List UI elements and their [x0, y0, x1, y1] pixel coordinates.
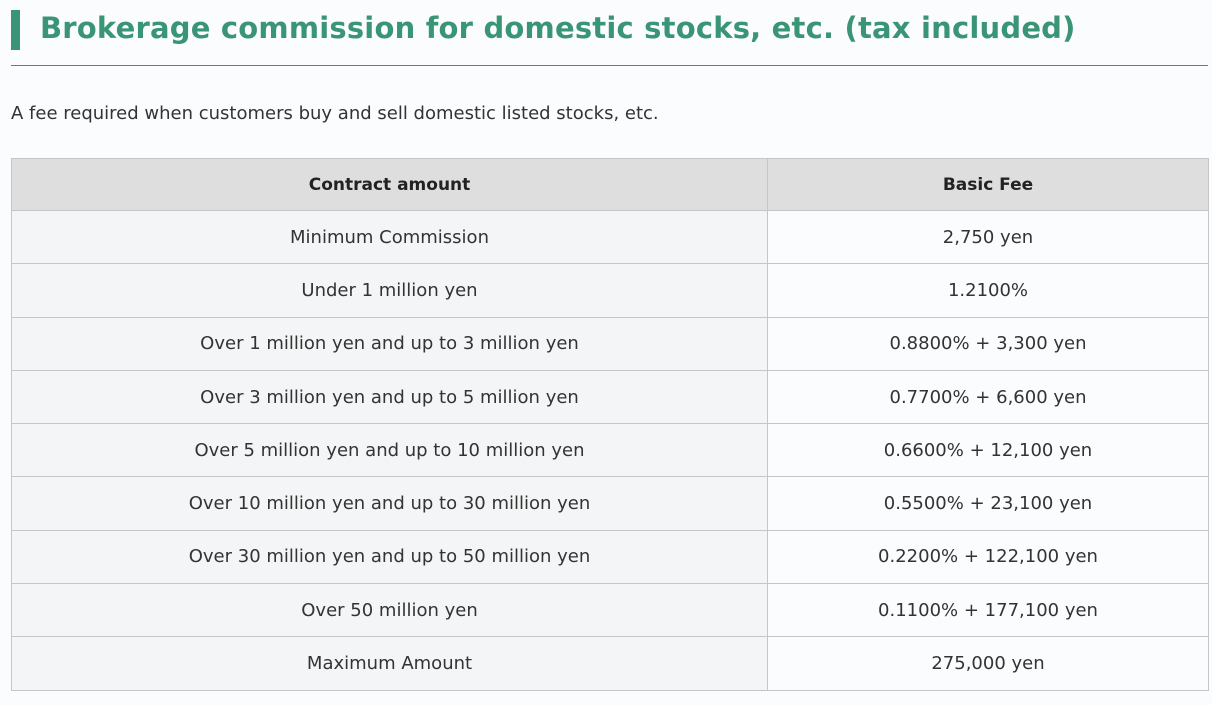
- table-row: [12, 530, 1209, 583]
- column-header-basic-fee: Basic Fee: [768, 159, 1209, 211]
- contract-amount-cell: Over 5 million yen and up to 10 million yen: [12, 424, 768, 477]
- basic-fee-cell: 0.8800% + 3,300 yen: [768, 317, 1209, 370]
- contract-amount-cell: Over 10 million yen and up to 30 million yen: [12, 477, 768, 530]
- basic-fee-cell: 0.1100% + 177,100 yen: [768, 584, 1209, 637]
- table-header-row: [12, 159, 1209, 211]
- contract-amount-cell: Over 50 million yen: [12, 584, 768, 637]
- basic-fee-cell: 275,000 yen: [768, 637, 1209, 690]
- table-row: [12, 317, 1209, 370]
- contract-amount-cell: Over 3 million yen and up to 5 million yen: [12, 370, 768, 423]
- column-header-contract-amount: Contract amount: [12, 159, 768, 211]
- table-row: [12, 584, 1209, 637]
- table-row: [12, 370, 1209, 423]
- table-row: [12, 264, 1209, 317]
- basic-fee-cell: 0.5500% + 23,100 yen: [768, 477, 1209, 530]
- basic-fee-cell: 0.7700% + 6,600 yen: [768, 370, 1209, 423]
- contract-amount-cell: Under 1 million yen: [12, 264, 768, 317]
- table-row: [12, 211, 1209, 264]
- contract-amount-cell: Maximum Amount: [12, 637, 768, 690]
- basic-fee-cell: 0.2200% + 122,100 yen: [768, 530, 1209, 583]
- intro-text: A fee required when customers buy and sell domestic listed stocks, etc.: [11, 103, 659, 124]
- table-row: [12, 477, 1209, 530]
- basic-fee-cell: 0.6600% + 12,100 yen: [768, 424, 1209, 477]
- contract-amount-cell: Over 1 million yen and up to 3 million yen: [12, 317, 768, 370]
- table-row: [12, 637, 1209, 690]
- contract-amount-cell: Over 30 million yen and up to 50 million yen: [12, 530, 768, 583]
- table-row: [12, 424, 1209, 477]
- contract-amount-cell: Minimum Commission: [12, 211, 768, 264]
- page-title: Brokerage commission for domestic stocks, etc. (tax included): [40, 11, 1076, 45]
- commission-table: [11, 158, 1209, 691]
- heading-accent-bar: [11, 10, 20, 50]
- section-heading: [11, 8, 1208, 66]
- basic-fee-cell: 2,750 yen: [768, 211, 1209, 264]
- basic-fee-cell: 1.2100%: [768, 264, 1209, 317]
